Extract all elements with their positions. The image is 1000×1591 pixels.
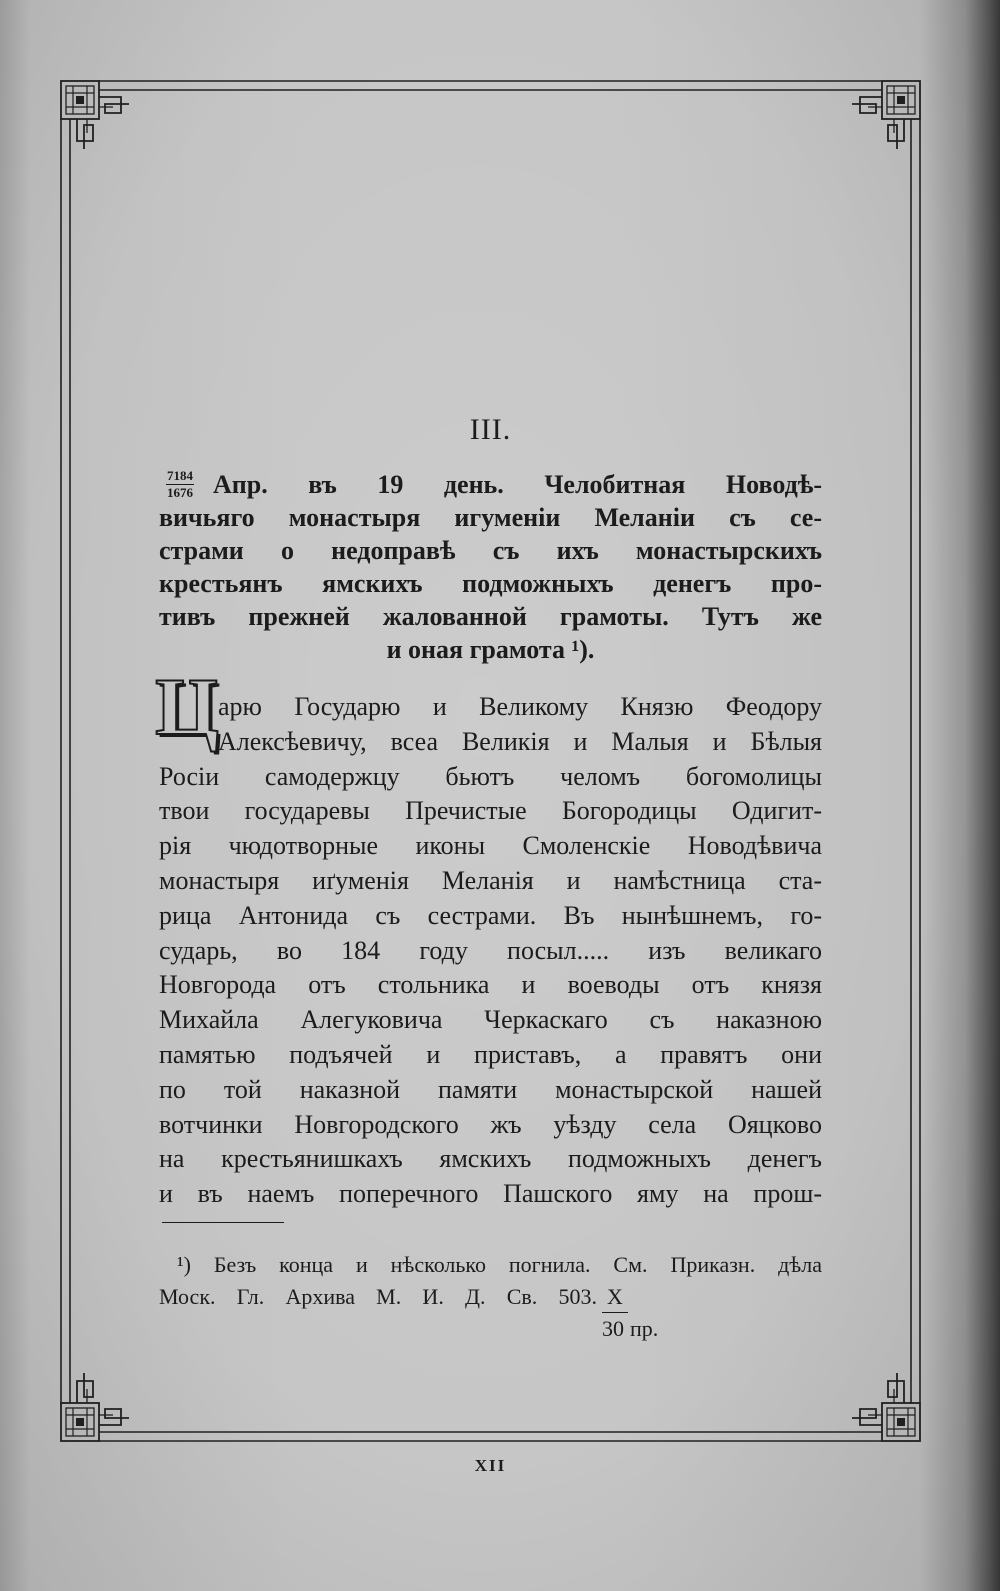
footnote-fraction [602,1281,658,1345]
body-line: рія чюдотворные иконы Смоленскіе Новодѣвича [159,831,822,861]
heading-line-text: Апр. въ 19 день. Челобитная Новодѣ- [213,470,822,499]
fraction-suffix: пр. [630,1316,659,1341]
date-margin-note [159,469,201,500]
body-line: сударь, во 184 году посыл..... изъ великаго [159,935,822,965]
date-denominator: 1676 [167,485,193,500]
footnote-line: ¹) Безъ конца и нѣсколько погнила. См. Приказн. дѣла [177,1252,822,1277]
body-line: арю Государю и Великому Князю Феодору [218,692,822,721]
fraction-denominator: 30 [602,1316,624,1341]
date-numerator: 7184 [167,468,193,483]
corner-ornament-top-right [852,81,920,149]
heading-line: страми о недоправѣ съ ихъ монастырскихъ [159,536,822,565]
corner-ornament-bottom-left [61,1373,129,1441]
heading-line: крестьянъ ямскихъ подможныхъ денегъ про- [159,569,822,598]
body-text [159,690,822,1212]
fraction-numerator: X [602,1281,628,1313]
drop-cap-initial: Ц [155,661,219,752]
section-number: III. [469,413,512,446]
body-line: Новгорода отъ стольника и воеводы отъ князя [159,970,822,1000]
body-line: Алексѣевичу, всеа Великія и Малыя и Бѣлыя [218,726,822,756]
footnote [159,1249,822,1349]
footnote-rule [162,1222,284,1223]
body-line: Росіи самодержцу бьютъ челомъ богомолицы [159,761,822,791]
body-line: монастыря иґуменія Меланія и намѣстница ста- [159,865,822,895]
heading-line: вичьяго монастыря игуменіи Меланіи съ се- [159,503,822,532]
page-number: XII [474,1456,507,1475]
heading-line: тивъ прежней жалованной грамоты. Тутъ же [159,602,822,631]
fraction-denominator-row [602,1313,658,1345]
corner-ornament-top-left [61,81,129,149]
body-line: памятью подъячей и приставъ, а правятъ они [159,1039,822,1069]
heading-line [159,468,822,501]
body-line: по той наказной памяти монастырской нашей [159,1074,822,1104]
body-line: твои государевы Пречистые Богородицы Одигит- [159,796,822,826]
footnote-line: Моск. Гл. Архива М. И. Д. Св. 503. [159,1284,597,1309]
corner-ornament-bottom-right [852,1373,920,1441]
body-line: вотчинки Новгородского жъ уѣзду села Ояцково [159,1109,822,1139]
body-line: рица Антонида съ сестрами. Въ нынѣшнемъ, го- [159,900,822,930]
document-heading [159,468,822,666]
heading-line: и оная грамота ¹). [386,635,595,664]
body-line: на крестьянишкахъ ямскихъ подможныхъ денегъ [159,1144,822,1174]
body-line: Михайла Алегуковича Черкаскаго съ наказною [159,1005,822,1035]
body-line: и въ наемъ поперечного Пашского яму на прош- [159,1179,822,1209]
